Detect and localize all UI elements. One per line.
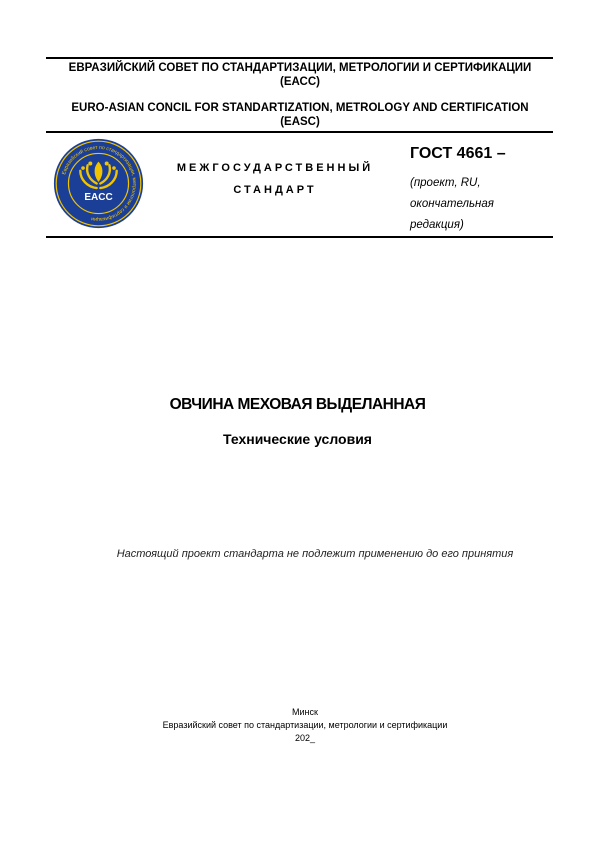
footer xyxy=(40,706,570,745)
footer-year: 202_ xyxy=(294,733,316,743)
standard-type-line1: МЕЖГОСУДАРСТВЕННЫЙ xyxy=(176,162,374,174)
document-title: ОВЧИНА МЕХОВАЯ ВЫДЕЛАННАЯ xyxy=(169,396,426,413)
header-rule xyxy=(46,131,553,133)
footer-publisher: Евразийский совет по стандартизации, метрологии и сертификации xyxy=(162,720,448,730)
document-subtitle: Технические условия xyxy=(223,431,372,447)
eacc-emblem-icon xyxy=(53,138,144,229)
org-name-ru-line1: ЕВРАЗИЙСКИЙ СОВЕТ ПО СТАНДАРТИЗАЦИИ, МЕТРОЛОГИИ И СЕРТИФИКАЦИИ xyxy=(68,62,532,74)
top-rule xyxy=(46,57,553,59)
gost-number: ГОСТ 4661 – xyxy=(410,145,506,162)
draft-status-line3: редакция) xyxy=(410,219,464,231)
header-bottom-rule xyxy=(46,236,553,238)
eacc-logo xyxy=(53,138,144,229)
draft-status xyxy=(410,173,494,236)
org-name-en-line2: (EASC) xyxy=(280,116,320,128)
logo-eacc-text: EACC xyxy=(84,191,113,203)
draft-notice: Настоящий проект стандарта не подлежит применению до его принятия xyxy=(116,548,514,560)
org-name-en-line1: EURO-ASIAN CONCIL FOR STANDARTIZATION, METROLOGY AND CERTIFICATION xyxy=(71,102,529,114)
org-name-ru-line2: (ЕАСС) xyxy=(280,76,320,88)
standard-type-line2: СТАНДАРТ xyxy=(233,184,317,196)
footer-city: Минск xyxy=(292,707,318,717)
logo-ring-text: Евразийский совет по стандартизации, метрологии и сертификации xyxy=(61,144,138,223)
org-name-ru xyxy=(40,61,560,89)
draft-status-line2: окончательная xyxy=(410,198,494,210)
org-name-en xyxy=(40,101,560,129)
draft-status-line1: (проект, RU, xyxy=(410,177,481,189)
standard-type xyxy=(155,162,395,196)
